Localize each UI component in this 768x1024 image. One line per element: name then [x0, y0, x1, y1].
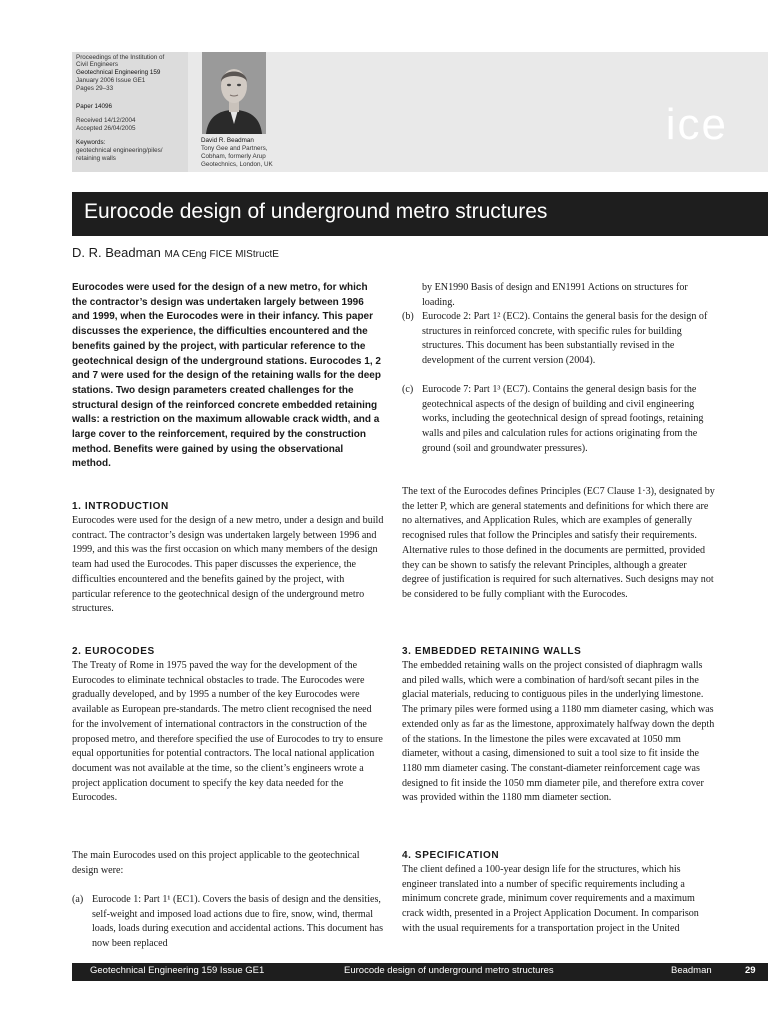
- author-photo: [202, 52, 266, 134]
- meta-received: Received 14/12/2004: [76, 117, 136, 124]
- heading-embedded-retaining-walls: 3. EMBEDDED RETAINING WALLS: [402, 646, 582, 657]
- meta-accepted: Accepted 26/04/2005: [76, 125, 136, 132]
- author-caption-line1: Tony Gee and Partners,: [201, 145, 268, 152]
- meta-journal-volume: Geotechnical Engineering 159: [76, 69, 161, 76]
- meta-journal-line1: Proceedings of the Institution of: [76, 54, 165, 61]
- author-caption-name: David R. Beadman: [201, 137, 254, 144]
- list-item-b-label: (b): [402, 311, 414, 322]
- paragraph-embedded-retaining-walls: The embedded retaining walls on the project consisted of diaphragm walls and piled walls, which were a combination of hard/soft secant piles in the glacial materials, reducing to contiguous piles in the underlying limestone. The primary piles were formed using a 1180 mm diameter casing, which was extended only as far as the limestone, approximately halfway down the depth of the stations. In the limestone the piles were excavated at 1050 mm diameter, without a casing, dimensioned to suit a tool size to fit inside the 1180 mm diameter casing. The constant-diameter reinforcement cage was designed to fit inside the 1050 mm diameter pile, and therefore extra cover was provided within the 1180 mm diameter section.: [402, 660, 715, 804]
- list-item-a-continued-text: by EN1990 Basis of design and EN1991 Actions on structures for loading.: [422, 282, 688, 308]
- footer-title: Eurocode design of underground metro structures: [344, 965, 554, 976]
- author-line: [72, 245, 279, 260]
- list-item-a-text: Eurocode 1: Part 1¹ (EC1). Covers the basis of design and the densities, self-weight and imposed load actions due to fire, snow, wind, thermal loads, loads during execution and accidental actions. This document has now been replaced: [92, 894, 384, 950]
- paragraph-principles: The text of the Eurocodes defines Principles (EC7 Clause 1·3), designated by the letter P, which are general statements and definitions for which there are no alternatives, and Application Rules, which are examples of generally recognised rules that follow the Principles and satisfy their requirements. Alternative rules to those defined in the documents are permitted, provided they can be shown to satisfy the relevant Principles, although a greater degree of justification is required for such alternatives. Such designs may not be considered to be fully compliant with the Eurocodes.: [402, 486, 715, 600]
- meta-issue: January 2006 Issue GE1: [76, 77, 146, 84]
- author-qualifications: MA CEng FICE MIStructE: [164, 249, 279, 260]
- list-item-a-label: (a): [72, 894, 84, 905]
- meta-pages: Pages 29–33: [76, 85, 114, 92]
- footer-journal: Geotechnical Engineering 159 Issue GE1: [90, 965, 265, 976]
- paragraph-specification: The client defined a 100-year design life for the structures, which his engineer translated into a number of specific requirements including a minimum concrete grade, minimum cover requirements and a maximum crack width, presented in a Project Application Document. In comparison with the usual requirements for a transportation project in the United: [402, 864, 699, 934]
- paragraph-introduction: Eurocodes were used for the design of a new metro, under a design and build contract. The contractor’s design was undertaken largely between 1996 and 1999, and this was the first occasion on which many members of the design team had used the Eurocodes. This paper discusses the experience, the difficulties encountered and the benefits gained by the project, with particular reference to the geotechnical design of the underground metro structures.: [72, 515, 384, 615]
- footer-page-number: 29: [745, 965, 756, 976]
- meta-keywords-label: Keywords:: [76, 139, 106, 146]
- meta-paper-number: Paper 14096: [76, 103, 113, 110]
- heading-specification: 4. SPECIFICATION: [402, 850, 500, 861]
- heading-introduction: 1. INTRODUCTION: [72, 501, 169, 512]
- author-caption-line2: Cobham, formerly Arup: [201, 153, 266, 160]
- footer-author: Beadman: [671, 965, 712, 976]
- paragraph-eurocodes: The Treaty of Rome in 1975 paved the way for the development of the Eurocodes to eliminate technical obstacles to trade. The Eurocodes were gradually developed, and by 1995 a number of the key Eurocodes were available as European pre-standards. The metro client recognised the need for the involvement of international contractors in the construction of the proposed metro, and therefore specified the use of Eurocodes to try to ensure equal opportunities for potential contractors. The local national application document was not available at the time, so the client’s engineers wrote a project application document to specify the key data needed for the Eurocodes.: [72, 660, 383, 804]
- ice-logo: ice: [665, 100, 728, 149]
- heading-eurocodes: 2. EUROCODES: [72, 646, 155, 657]
- list-item-b-text: Eurocode 2: Part 1² (EC2). Contains the general basis for the design of structures in reinforced concrete, with specific rules for building structures. This document has been substantially revised in the development of the current version (2004).: [422, 311, 708, 367]
- list-item-c-label: (c): [402, 384, 414, 395]
- article-title: Eurocode design of underground metro structures: [84, 200, 548, 223]
- meta-keywords-line2: retaining walls: [76, 155, 116, 162]
- abstract: Eurocodes were used for the design of a new metro, for which the contractor’s design was undertaken largely between 1996 and 1999, when the Eurocodes were in their infancy. This paper discusses the experience, the difficulties encountered and the benefits gained by the project, with particular reference to the geotechnical design of the underground stations. Eurocodes 1, 2 and 7 were used for the design of the retaining walls for the deep stations. Two design parameters created challenges for the structural design of the reinforced concrete embedded retaining walls: a restriction on the maximum allowable crack width, and a large cover to the reinforcement, required by the construction method. Benefits were gained by using the observational method.: [72, 282, 381, 470]
- paragraph-main-eurocodes: The main Eurocodes used on this project applicable to the geotechnical design were:: [72, 850, 360, 876]
- meta-keywords-line1: geotechnical engineering/piles/: [76, 147, 163, 154]
- author-name: D. R. Beadman: [72, 245, 161, 260]
- meta-journal-line2: Civil Engineers: [76, 61, 118, 68]
- author-caption-line3: Geotechnics, London, UK: [201, 161, 273, 168]
- list-item-c-text: Eurocode 7: Part 1³ (EC7). Contains the general design basis for the geotechnical aspects of the design of building and civil engineering works, including the geotechnical design of spread footings, retaining walls and piles and calculation rules for actions originating from the ground (soil and groundwater pressures).: [422, 384, 704, 454]
